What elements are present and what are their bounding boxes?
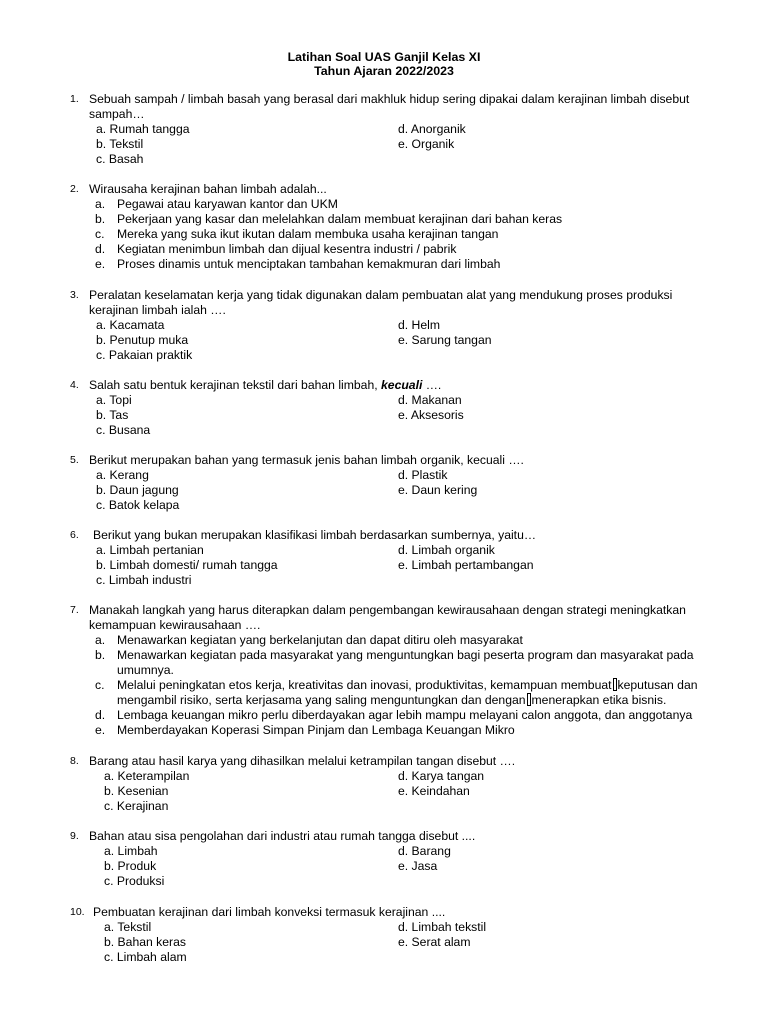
text-cursor-marker [527, 693, 531, 706]
option-b: b. Limbah domesti/ rumah tangga [96, 558, 278, 572]
option-d: d. Helm [398, 318, 440, 332]
option-a: a. Rumah tangga [96, 122, 190, 136]
option-a: a. Menawarkan kegiatan yang berkelanjutan dan dapat ditiru oleh masyarakat [95, 633, 523, 647]
option-b: b. Daun jagung [96, 483, 179, 497]
question-9 [0, 829, 768, 889]
options-grid [0, 543, 768, 588]
question-stem [0, 528, 768, 543]
question-number: 7. [70, 604, 79, 616]
question-text: Sebuah sampah / limbah basah yang berasal dari makhluk hidup sering dipakai dalam kerajinan limbah disebut sampah… [89, 92, 690, 121]
option-e: e. Jasa [398, 859, 438, 873]
question-1 [0, 92, 768, 167]
question-text: Salah satu bentuk kerajinan tekstil dari bahan limbah, [89, 378, 382, 392]
options-list [0, 197, 768, 272]
option-a: a. Limbah [104, 844, 158, 858]
option-b: b. Penutup muka [96, 333, 189, 347]
option-b: b. Bahan keras [104, 935, 186, 949]
option-a: a. Limbah pertanian [96, 543, 204, 557]
option-e: e. Daun kering [398, 483, 478, 497]
question-3 [0, 288, 768, 363]
question-text: Berikut yang bukan merupakan klasifikasi limbah berdasarkan sumbernya, yaitu… [93, 528, 537, 542]
option-c: c. Melalui peningkatan etos kerja, kreativitas dan inovasi, produktivitas, kemampuan membuat keputusan dan mengambil risiko, serta kerjasama yang saling menguntungkan dan dengan menerapkan etika bisnis. [95, 678, 698, 707]
options-grid [0, 122, 768, 167]
option-a: a. Pegawai atau karyawan kantor dan UKM [95, 197, 338, 211]
option-a: a. Tekstil [104, 920, 152, 934]
question-text: Peralatan keselamatan kerja yang tidak digunakan dalam pembuatan alat yang mendukung proses produksi kerajinan limbah ialah …. [89, 288, 673, 317]
question-number: 2. [70, 183, 79, 195]
option-e: e. Organik [398, 137, 455, 151]
option-c: c. Limbah alam [104, 950, 187, 964]
question-8 [0, 754, 768, 814]
question-stem [0, 182, 768, 197]
option-d: d. Karya tangan [398, 769, 485, 783]
option-c: c. Kerajinan [104, 799, 169, 813]
question-number: 5. [70, 454, 79, 466]
options-grid [0, 318, 768, 363]
option-a: a. Kerang [96, 468, 149, 482]
option-e: e. Memberdayakan Koperasi Simpan Pinjam dan Lembaga Keuangan Mikro [95, 723, 515, 737]
option-a: a. Topi [96, 393, 132, 407]
question-number: 10. [70, 906, 85, 918]
question-text: Manakah langkah yang harus diterapkan dalam pengembangan kewirausahaan dengan strategi meningkatkan kemampuan kewirausahaan …. [89, 603, 686, 632]
question-5 [0, 453, 768, 513]
options-list [0, 633, 768, 738]
option-b: b. Tas [96, 408, 129, 422]
question-text: Bahan atau sisa pengolahan dari industri atau rumah tangga disebut .... [89, 829, 476, 843]
option-b: b. Kesenian [104, 784, 169, 798]
option-d: d. Makanan [398, 393, 462, 407]
question-number: 6. [70, 529, 79, 541]
option-c: c. Mereka yang suka ikut ikutan dalam membuka usaha kerajinan tangan [95, 227, 499, 241]
option-d: d. Lembaga keuangan mikro perlu diberdayakan agar lebih mampu melayani calon anggota, dan anggotanya [95, 708, 693, 722]
question-stem [0, 754, 768, 769]
option-c: c. Limbah industri [96, 573, 192, 587]
option-c: c. Busana [96, 423, 151, 437]
question-stem [0, 603, 768, 633]
question-text: Pembuatan kerajinan dari limbah konveksi termasuk kerajinan .... [93, 905, 446, 919]
option-b: b. Produk [104, 859, 157, 873]
option-e: e. Sarung tangan [398, 333, 492, 347]
option-d: d. Barang [398, 844, 451, 858]
options-grid [0, 920, 768, 965]
option-b: b. Menawarkan kegiatan pada masyarakat yang menguntungkan bagi peserta program dan masyarakat pada umumnya. [95, 648, 694, 677]
question-stem [0, 288, 768, 318]
question-text: Wirausaha kerajinan bahan limbah adalah... [89, 182, 327, 196]
option-e: e. Aksesoris [398, 408, 464, 422]
question-emphasis: kecuali [381, 378, 423, 392]
option-a: a. Keterampilan [104, 769, 190, 783]
option-b: b. Pekerjaan yang kasar dan melelahkan dalam membuat kerajinan dari bahan keras [95, 212, 563, 226]
question-2 [0, 182, 768, 272]
option-d: d. Kegiatan menimbun limbah dan dijual kesentra industri / pabrik [95, 242, 457, 256]
options-grid [0, 844, 768, 889]
question-number: 4. [70, 379, 79, 391]
question-text: Berikut merupakan bahan yang termasuk jenis bahan limbah organik, kecuali …. [89, 453, 524, 467]
question-6 [0, 528, 768, 588]
option-d: d. Limbah organik [398, 543, 495, 557]
option-e: e. Keindahan [398, 784, 470, 798]
option-d: d. Anorganik [398, 122, 466, 136]
options-grid [0, 468, 768, 513]
question-10 [0, 905, 768, 965]
options-grid [0, 769, 768, 814]
document-title: Latihan Soal UAS Ganjil Kelas XI [287, 50, 481, 64]
option-e: e. Serat alam [398, 935, 471, 949]
option-c: c. Basah [96, 152, 144, 166]
question-stem [0, 905, 768, 920]
option-c: c. Produksi [104, 874, 165, 888]
option-b: b. Tekstil [96, 137, 144, 151]
options-grid [0, 393, 768, 438]
option-c: c. Batok kelapa [96, 498, 180, 512]
option-c: c. Pakaian praktik [96, 348, 193, 362]
question-text: Barang atau hasil karya yang dihasilkan melalui ketrampilan tangan disebut …. [89, 754, 516, 768]
question-stem [0, 453, 768, 468]
question-number: 1. [70, 93, 79, 105]
option-e: e. Limbah pertambangan [398, 558, 534, 572]
document-subtitle: Tahun Ajaran 2022/2023 [314, 64, 454, 78]
option-d: d. Limbah tekstil [398, 920, 487, 934]
question-number: 9. [70, 830, 79, 842]
question-stem: 4. Salah satu bentuk kerajinan tekstil dari bahan limbah, kecuali …. [70, 378, 442, 392]
question-number: 3. [70, 289, 79, 301]
question-stem [0, 829, 768, 844]
question-number: 8. [70, 755, 79, 767]
question-7 [0, 603, 768, 738]
question-4 [0, 378, 768, 438]
option-e: e. Proses dinamis untuk menciptakan tambahan kemakmuran dari limbah [95, 257, 501, 271]
option-a: a. Kacamata [96, 318, 165, 332]
option-d: d. Plastik [398, 468, 448, 482]
text-cursor-marker [613, 678, 617, 691]
question-stem [0, 92, 768, 122]
